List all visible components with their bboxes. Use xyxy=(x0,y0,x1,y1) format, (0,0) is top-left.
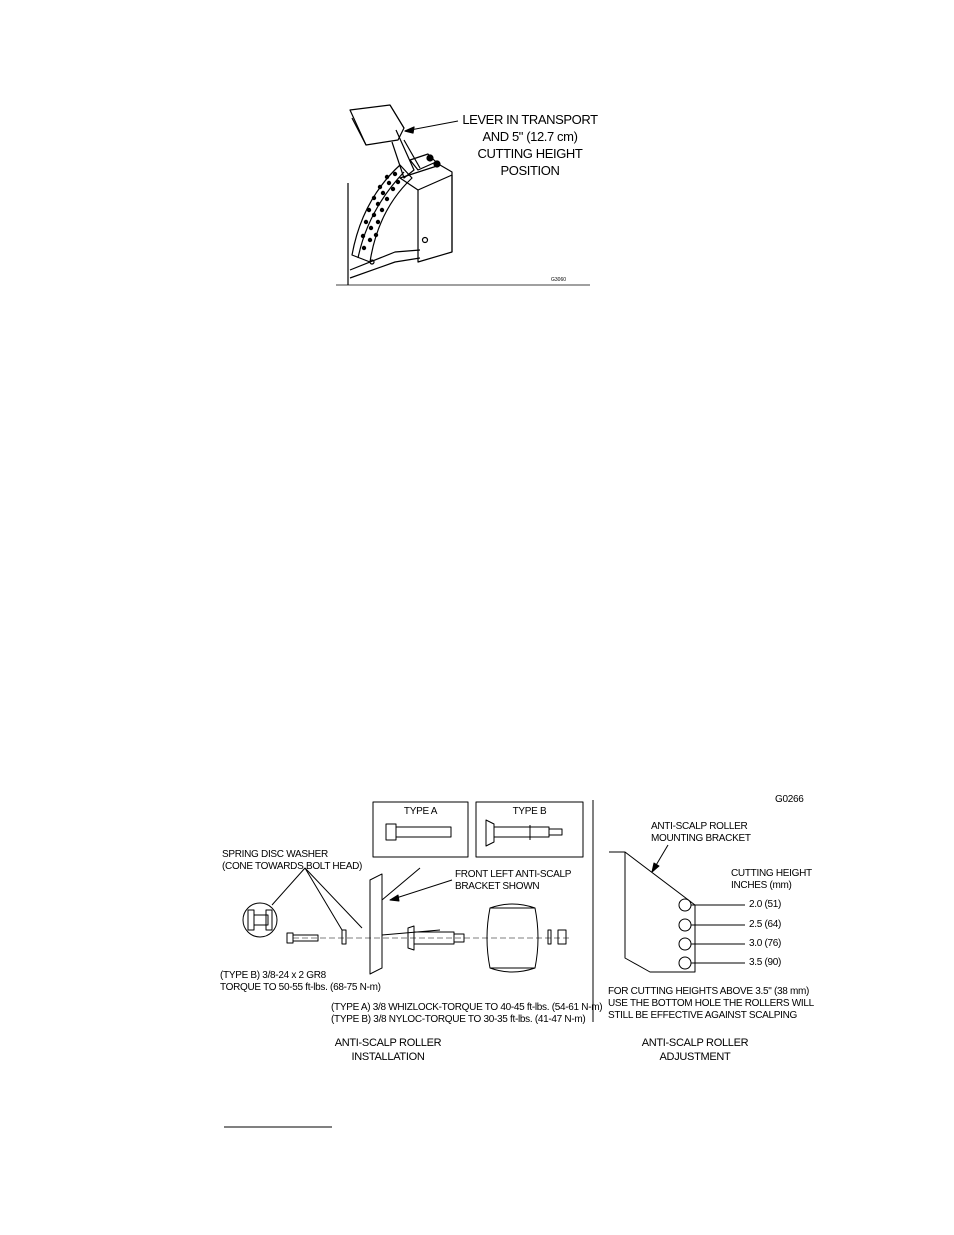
lever-callout-line-3: CUTTING HEIGHT xyxy=(477,146,583,161)
type-b-label: TYPE B xyxy=(512,806,547,817)
figure-code-g0266: G0266 xyxy=(775,794,804,805)
nut-label-line-2: (TYPE B) 3/8 NYLOC-TORQUE TO 30-35 ft-lbs. (41-47 N-m) xyxy=(331,1014,586,1025)
bolt-label-line-1: (TYPE B) 3/8-24 x 2 GR8 xyxy=(220,970,326,981)
bracket-label xyxy=(455,869,571,893)
lever-callout-line-2: AND 5" (12.7 cm) xyxy=(482,129,578,144)
lever-callout-line-4: POSITION xyxy=(500,163,560,178)
installation-caption-line-2: INSTALLATION xyxy=(351,1051,425,1063)
mounting-bracket-label xyxy=(651,821,751,845)
note-line-2: USE THE BOTTOM HOLE THE ROLLERS WILL xyxy=(608,998,814,1009)
washer-label-line-2: (CONE TOWARDS BOLT HEAD) xyxy=(222,861,363,872)
nut-label xyxy=(331,1002,602,1026)
note-line-3: STILL BE EFFECTIVE AGAINST SCALPING xyxy=(608,1010,798,1021)
cutting-height-header-line-1: CUTTING HEIGHT xyxy=(731,868,812,879)
installation-caption xyxy=(318,1036,458,1064)
bracket-label-line-2: BRACKET SHOWN xyxy=(455,881,540,892)
cutting-height-header xyxy=(731,868,812,892)
adjustment-caption xyxy=(625,1036,765,1064)
installation-caption-line-1: ANTI-SCALP ROLLER xyxy=(334,1037,442,1049)
note-line-1: FOR CUTTING HEIGHTS ABOVE 3.5" (38 mm) xyxy=(608,986,810,997)
height-value-4: 3.5 (90) xyxy=(749,957,782,968)
adjustment-caption-line-2: ADJUSTMENT xyxy=(659,1051,731,1063)
washer-label xyxy=(222,849,362,873)
height-value-1: 2.0 (51) xyxy=(749,899,782,910)
height-value-2: 2.5 (64) xyxy=(749,919,782,930)
adjustment-caption-line-1: ANTI-SCALP ROLLER xyxy=(641,1037,749,1049)
height-value-3: 3.0 (76) xyxy=(749,938,782,949)
cutting-height-header-line-2: INCHES (mm) xyxy=(731,880,792,891)
mounting-bracket-label-line-2: MOUNTING BRACKET xyxy=(651,833,751,844)
nut-label-line-1: (TYPE A) 3/8 WHIZLOCK-TORQUE TO 40-45 ft-lbs. (54-61 N-m) xyxy=(331,1002,603,1013)
footnote-rule xyxy=(224,1126,332,1127)
mounting-bracket-label-line-1: ANTI-SCALP ROLLER xyxy=(651,821,748,832)
bracket-label-line-1: FRONT LEFT ANTI-SCALP xyxy=(455,869,572,880)
washer-label-line-1: SPRING DISC WASHER xyxy=(222,849,328,860)
bolt-label-line-2: TORQUE TO 50-55 ft-lbs. (68-75 N-m) xyxy=(220,982,381,993)
figure-code-g3060: G3060 xyxy=(551,277,567,283)
lever-callout-line-1: LEVER IN TRANSPORT xyxy=(462,112,598,127)
cutting-height-note xyxy=(608,986,814,1022)
bolt-label xyxy=(220,970,381,994)
type-a-label: TYPE A xyxy=(403,806,438,817)
